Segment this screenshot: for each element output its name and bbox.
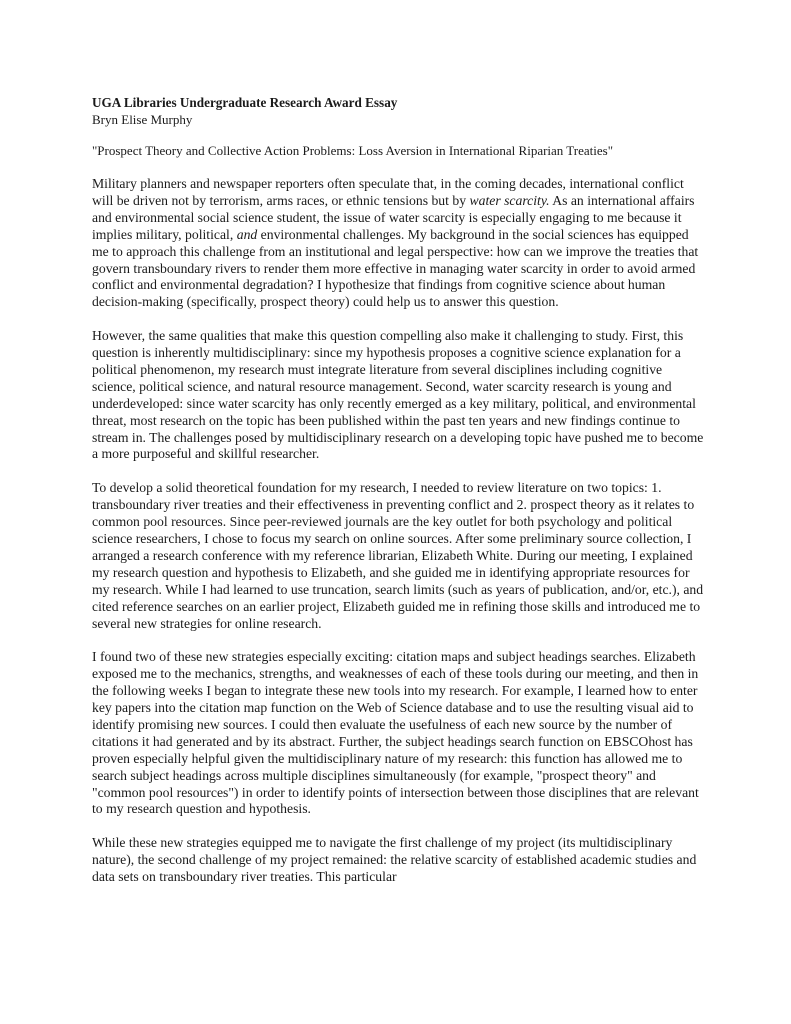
essay-title: "Prospect Theory and Collective Action Problems: Loss Aversion in International Riparian Treaties" xyxy=(92,143,614,158)
paragraph-1-text-c: environmental challenges. My background in the social sciences has equipped me to approach this challenge from an institutional and legal perspective: how can we improve the treaties that govern transboundary rivers to render them more effective in managing water scarcity in order to avoid armed conflict and environmental degradation? I hypothesize that findings from cognitive science about human decision-making (specifically, prospect theory) could help us to answer this question. xyxy=(92,226,699,310)
author-name: Bryn Elise Murphy xyxy=(92,112,193,127)
paragraph-5: While these new strategies equipped me to navigate the first challenge of my project (its multidisciplinary nature), the second challenge of my project remained: the relative scarcity of established academic studies and data sets on transboundary river treaties. This particular xyxy=(92,835,697,885)
paragraph-3: To develop a solid theoretical foundation for my research, I needed to review literature on two topics: 1. transboundary river treaties and their effectiveness in preventing conflict and 2. prospect theory as it relates to common pool resources. Since peer-reviewed journals are the key outlet for both psychology and political science researchers, I chose to focus my search on online sources. After some preliminary source collection, I arranged a research conference with my reference librarian, Elizabeth White. During our meeting, I explained my research question and hypothesis to Elizabeth, and she guided me in identifying appropriate resources for my research. While I had learned to use truncation, search limits (such as years of publication, and/or, etc.), and cited reference searches on an earlier project, Elizabeth guided me in refining those skills and introduced me to several new strategies for online research. xyxy=(92,480,704,631)
paragraph-2: However, the same qualities that make this question compelling also make it challenging to study. First, this question is inherently multidisciplinary: since my hypothesis proposes a cognitive science explanation for a political phenomenon, my research must integrate literature from several disciplines including cognitive science, political science, and natural resource management. Second, water scarcity research is young and underdeveloped: since water scarcity has only recently emerged as a key military, political, and environmental threat, most research on the topic has been published within the past ten years and new findings continue to stream in. The challenges posed by multidisciplinary research on a developing topic have pushed me to become a more purposeful and skillful researcher. xyxy=(92,328,704,462)
paragraph-4: I found two of these new strategies especially exciting: citation maps and subject headings searches. Elizabeth exposed me to the mechanics, strengths, and weaknesses of each of these tools during our meeting, and then in the following weeks I began to integrate these new tools into my research. For example, I learned how to enter key papers into the citation map function on the Web of Science database and to use the resulting visual aid to identify promising new sources. I could then evaluate the usefulness of each new source by the number of citations it had generated and by its abstract. Further, the subject headings search function on EBSCOhost has proven especially helpful given the multidisciplinary nature of my research: this function has allowed me to search subject headings across multiple disciplines simultaneously (for example, "prospect theory" and "common pool resources") in order to identify points of intersection between those disciplines that are relevant to my research question and hypothesis. xyxy=(92,649,699,817)
paragraph-1-text-a: Military planners and newspaper reporters often speculate that, in the coming decades, international conflict will be driven not by terrorism, arms races, or ethnic tensions but by xyxy=(92,176,684,208)
document-title: UGA Libraries Undergraduate Research Award Essay xyxy=(92,95,398,110)
paragraph-1-emphasis-b: and xyxy=(236,226,258,242)
paragraph-1-text-b: As an international affairs and environmental social science student, the issue of water scarcity is especially engaging to me because it implies military, political, xyxy=(92,192,695,242)
essay-page xyxy=(92,94,707,886)
paragraph-1-emphasis-a: water scarcity. xyxy=(469,192,550,208)
paragraph-1 xyxy=(92,176,707,311)
